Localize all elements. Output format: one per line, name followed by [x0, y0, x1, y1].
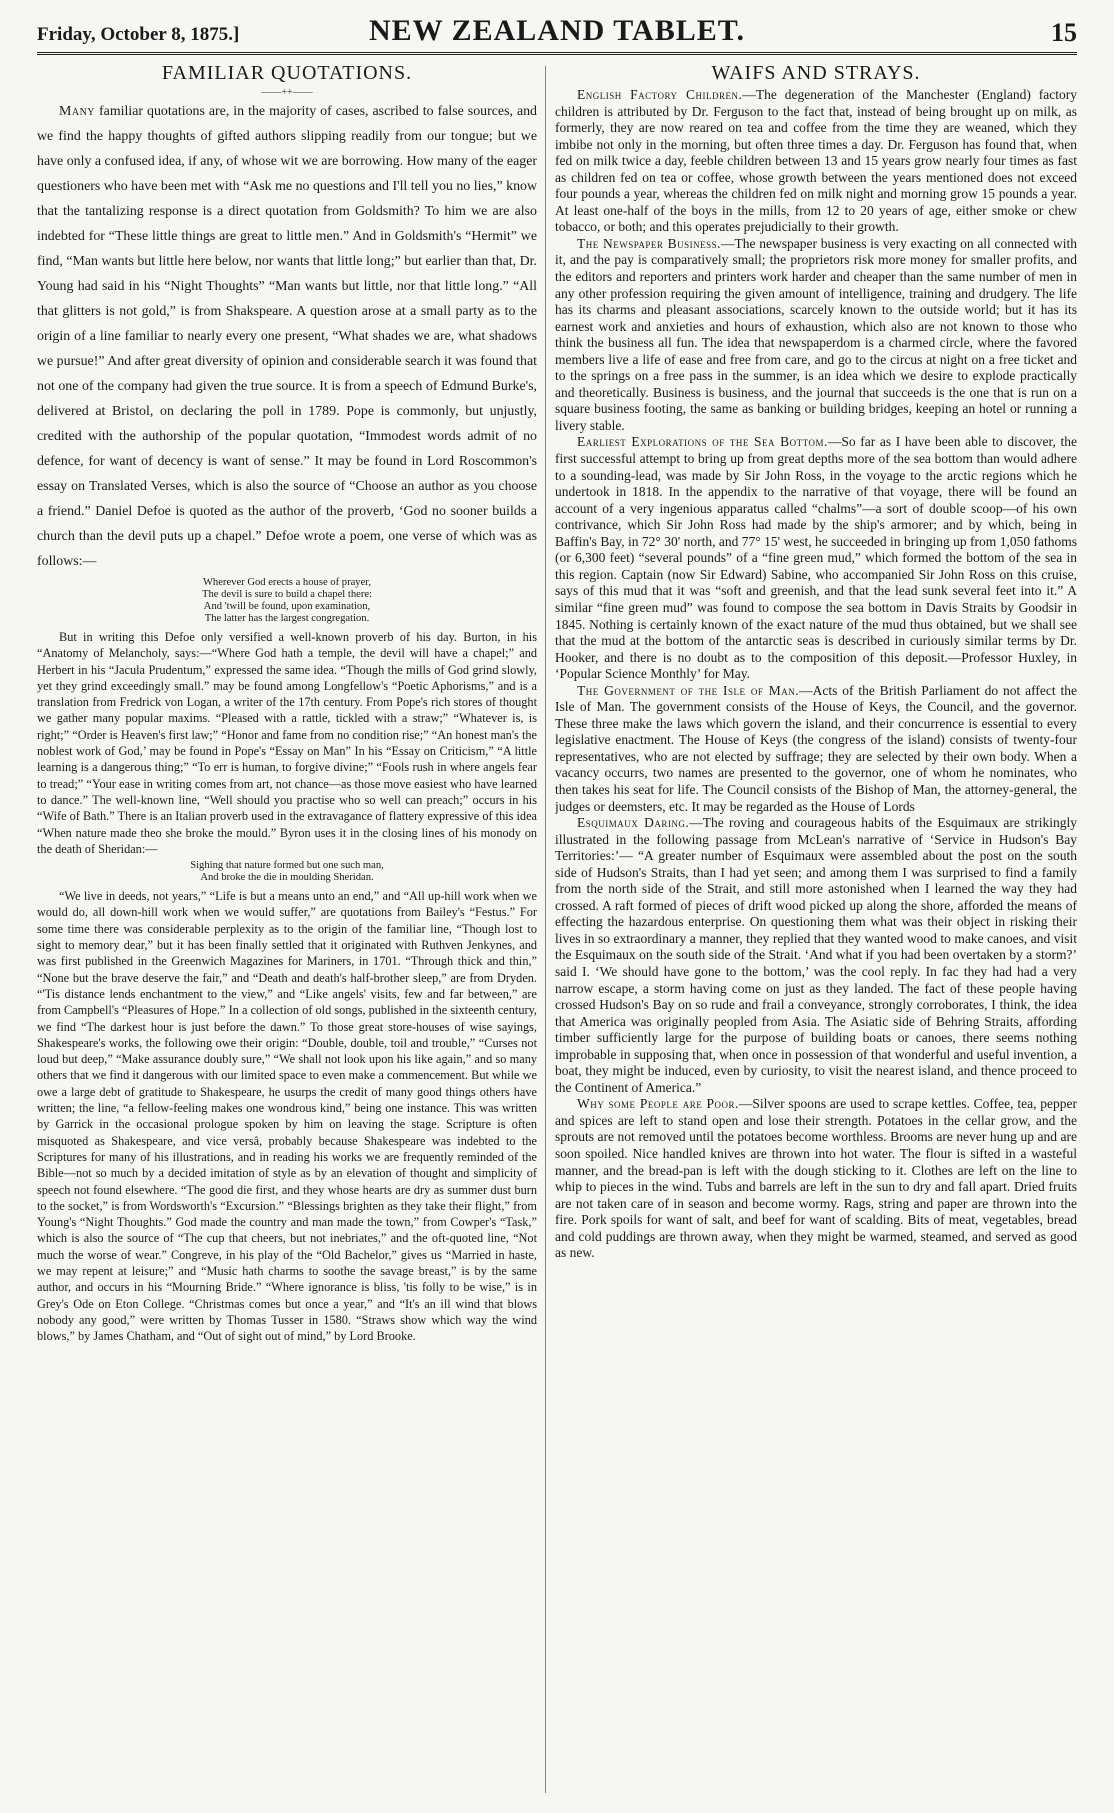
news-item: [555, 683, 1077, 815]
page-number: 15: [1051, 18, 1077, 47]
verse-line: The latter has the largest congregation.: [204, 613, 370, 624]
article-heading: FAMILIAR QUOTATIONS.: [161, 62, 413, 84]
verse-line: And broke the die in moulding Sheridan.: [200, 872, 374, 884]
verse-line: Sighing that nature formed but one such man,: [190, 860, 384, 872]
verse-line: Wherever God erects a house of prayer,: [202, 577, 372, 588]
item-text: —Acts of the British Parliament do not affect the Isle of Man. The government consists of the House of Keys, the Council, and the governor. These three make the laws which govern the island, and their concurrence is essential to every legislative enactment. The House of Keys (the congress of the island) consists of twenty-four representatives, who are not elected by suffrage; they are selected by their own body. When a vacancy occurrs, two names are presented to the governor, one of whom he nominates, who then takes his seat for life. The Council consists of the Bishop of Man, the attorney-general, the judges or deemsters, etc. It may be regarded as the House of Lords: [555, 682, 1077, 814]
news-item: [555, 434, 1077, 682]
byron-verse: [37, 860, 537, 884]
drop-word: Many: [59, 104, 96, 119]
item-title: The Newspaper Business.: [577, 235, 722, 251]
heading-ornament: ——++——: [261, 87, 313, 98]
item-text: —The degeneration of the Manchester (England) factory children is attributed by Dr. Ferguson to the fact that, instead of being brought up on milk, as formerly, they are now reared on tea and coffee from the time they are weaned, which they imbibe not only in the morning, but often three times a day. Dr. Ferguson has found that, when fed on milk twice a day, feeble children between 13 and 15 years grow nearly four times as fast as children fed on tea or coffee, whose growth between the years mentioned does not exceed four pounds a year, whereas the children fed on milk night and morning grow 15 pounds a year. At least one-half of the boys in the mills, from 12 to 20 years of age, either smoke or chew tobacco, or both; and this operates prejudicially to their growth.: [555, 87, 1077, 235]
newspaper-title: NEW ZEALAND TABLET.: [368, 14, 746, 47]
defoe-verse: [37, 577, 537, 625]
column-divider: [545, 66, 546, 1793]
masthead: [37, 10, 1077, 55]
item-title: The Government of the Isle of Man.: [577, 682, 800, 698]
item-title: Why some People are Poor.: [577, 1096, 739, 1112]
body-paragraph: “We live in deeds, not years,” “Life is but a means unto an end,” and “All up-hill work when we would do, all down-hill work when we would suffer,” are quotations from Bailey's “Festus.” For some time there was considerable perplexity as to the origin of the familiar line, “Though lost to sight to memory dear,” but it has been finally settled that it originated with Ruthven Jenkynes, and was first published in the Greenwich Magazines for Mariners, in 1701. “Through thick and thin,” “None but the brave deserve the fair,” and “Death and death's half-brother sleep,” are from Dryden. “'Tis distance lends enchantment to the view,” and “Like angels' visits, few and far between,” are from Campbell's “Pleasures of Hope.” In a collection of old songs, published in the sixteenth century, we find “The darkest hour is just before the dawn.” To those great store-houses of wise sayings, Shakespeare's works, the following owe their origin: “Double, double, toil and trouble,” “Curses not loud but deep,” “Make assurance doubly sure,” “We shall not look upon his like again,” and so many others that we find it dangerous with our limited space to even make a commencement. But while we owe a large debt of gratitude to Shakespeare, he usurps the credit of many good things others have written; the line, “a fellow-feeling makes one wondrous kind,” being one instance. This was written by Garrick in the occasional prologue spoken by him on leaving the stage. Scripture is often misquoted as Shakespeare, and vice versâ, probably because Shakespeare was indebted to the Scriptures for many of his illustrations, and in reading his works we are frequently reminded of the Bible—not so much by a decided imitation of style as by an elevation of thought and simplicity of speech not found elsewhere. “The good die first, and they whose hearts are dry as summer dust burn to the socket,” is from Wordsworth's “Excursion.” “Blessings brighten as they take their flight,” from Young's “Night Thoughts.” God made the country and man made the town,” from Cowper's “Task,” which is also the source of “The cup that cheers, but not inebriates,” and the oft-quoted line, “Not much the worse of wear.” Congreve, in his play of the “Old Bachelor,” gives us “Married in haste, we may repent at leisure;” and “Music hath charms to soothe the savage breast,” is by the same author, and occurs in his “Mourning Bride.” “Where ignorance is bliss, 'tis folly to be wise,” is in Grey's Ode on Eton College. “Christmas comes but once a year,” and “It's an ill wind that blows nobody any good,” were written by Thomas Tusser in 1580. “Straws show which way the wind blows,” by James Chatham, and “Out of sight out of mind,” by Lord Brooke.: [37, 889, 537, 1344]
issue-date: Friday, October 8, 1875.]: [37, 24, 240, 45]
item-text: —Silver spoons are used to scrape kettles. Coffee, tea, pepper and spices are left to stand open and lose their strength. Potatoes in the cellar grow, and the sprouts are not removed until the potatoes become worthless. Brooms are never hung up and are soon spoiled. Nice handled knives are thrown into hot water. The flour is sifted in a wasteful manner, and the bread-pan is left with the dough sticking to it. Clothes are left on the line to whip to pieces in the wind. Tubs and barrels are left in the sun to dry and fall apart. Dried fruits are not taken care of in season and become wormy. Rags, string and paper are thrown into the fire. Pork spoils for want of salt, and beef for want of scalding. Bits of meat, vegetables, bread and cold puddings are thrown away, when they might be warmed, steamed, and served as good as new.: [555, 1096, 1077, 1261]
intro-text: familiar quotations are, in the majority of cases, ascribed to false sources, and we find the happy thoughts of gifted authors slipping readily from our tongue; but we have only a confused idea, if any, of whose wit we are borrowing. How many of the eager questioners who have been met with “Ask me no questions and I'll tell you no lies,” know that the tantalizing response is a direct quotation from Goldsmith? To him we are also indebted for “These little things are great to little men.” And in Goldsmith's “Hermit” we find, “Man wants but little here below, nor wants that little long;” but earlier than that, Dr. Young had said in his “Night Thoughts” “Man wants but little, nor that little long.” “All that glitters is not gold,” is from Shakspeare. A question arose at a small party as to the origin of a line familiar to nearly every one present, “What shades we are, what shadows we pursue!” And after great diversity of opinion and considerable search it was found that not one of the company had given the true source. It is from a speech of Edmund Burke's, delivered at Bristol, on declaring the poll in 1789. Pope is commonly, but unjustly, credited with the authorship of the popular quotation, “Immodest words admit of no defence, for want of decency is want of sense.” It may be found in Lord Roscommon's essay on Translated Verses, which is also the source of “Choose an author as you choose a friend.” Daniel Defoe is quoted as the author of the proverb, ‘God no sooner builds a church than the devil puts up a chapel.” Defoe wrote a poem, one verse of which was as follows:—: [37, 104, 537, 569]
waifs-and-strays-column: [555, 62, 1077, 1801]
verse-line: The devil is sure to build a chapel there:: [201, 589, 373, 600]
section-heading: WAIFS AND STRAYS.: [711, 62, 921, 84]
familiar-quotations-column: [37, 62, 537, 1801]
news-item: [555, 1096, 1077, 1261]
intro-paragraph: [37, 99, 537, 574]
item-title: Earliest Explorations of the Sea Bottom.: [577, 434, 828, 450]
item-title: Esquimaux Daring.: [577, 815, 690, 831]
news-item: [555, 815, 1077, 1096]
verse-line: And 'twill be found, upon examination,: [203, 601, 371, 612]
item-title: English Factory Children.: [577, 87, 743, 102]
item-text: —So far as I have been able to discover, the first successful attempt to bring up from great depths more of the sea bottom than would adhere to a sounding-lead, was made by Sir John Ross, in the voyage to the arctic regions which he undertook in 1818. In the appendix to the narrative of that voyage, there will be found an account of a very ingenious apparatus called “chalms”—a sort of double scoop—of his own contrivance, which Sir John Ross had made by the ship's armorer; and by which, being in Baffin's Bay, in 72° 30' north, and 77° 15' west, he succeeded in bringing up from 1,050 fathoms (or 6,300 feet) “several pounds” of a “fine green mud,” which formed the bottom of the sea in this region. Captain (now Sir Edward) Sabine, who accompanied Sir John Ross on this cruise, says of this mud that it was “soft and greenish, and that the lead sunk several feet into it.” A similar “fine green mud” was found to compose the sea bottom in Davis Straits by Goodsir in 1845. Nothing is certainly known of the exact nature of the mud thus obtained, but we shall see that the mud at the bottom of the antarctic seas is described in curiously similar terms by Dr. Hooker, and there is no doubt as to the composition of this deposit.—Professor Huxley, in ‘Popular Science Monthly’ for May.: [555, 434, 1077, 682]
news-item: [555, 87, 1077, 236]
item-text: —The roving and courageous habits of the Esquimaux are strikingly illustrated in the following passage from McLean's narrative of ‘Service in Hudson's Bay Territories:’— “A greater number of Esquimaux were assembled about the post on the south side of Hudson's Straits, than I had yet seen; and among them I was surprised to find a family from the north side of the Strait, and still more astonished when I learned the way they had crossed. A raft formed of pieces of drift wood picked up along the shore, afforded the means of effecting the hazardous enterprise. On questioning them what was their object in risking their lives in so extraordinary a manner, they replied that they wanted wood to make canoes, and visit the Esquimaux on the south side of the Strait. ‘And what if you had been overtaken by a storm?’ said I. ‘We should have gone to the bottom,’ was the cool reply. In fac they had had a very narrow escape, a storm having come on just as they landed. The fact of these people having crossed Hudson's Bay on so rude and frail a conveyance, strongly corroborates, I think, the idea that America was originally peopled from Asia. The Asiatic side of Behring Straits, affording timber sufficiently large for the purpose of building boats or canoes, there seems nothing improbable in supposing that, when once in possession of that wonderful and useful invention, a boat, they might be induced, even by curiosity, to visit the nearest island, and thence proceed to the Continent of America.”: [555, 815, 1077, 1095]
body-paragraph: But in writing this Defoe only versified a well-known proverb of his day. Burton, in his “Anatomy of Melancholy, says:—“Where God hath a temple, the devil will have a chapel;” and Herbert in his “Jacula Prudentum,” expressed the same idea. “Though the mills of God grind slowly, yet they grind exceedingly small.” may be found among Longfellow's “Poetic Aphorisms,” and is a translation from Fredrick von Logan, a writer of the 17th century. From Pope's rich stores of thought we gather many popular maxims. “Pleased with a rattle, tickled with a straw;” “Whatever is, is right;” “Order is Heaven's first law;” “Honor and fame from no condition rise;” “An honest man's the noblest work of God,’ may be found in Pope's “Essay on Man” In his “Essay on Criticism,” “A little learning is a dangerous thing;” “To err is human, to forgive divine;” “Fools rush in where angels fear to tread;” “Your ease in writing comes from art, not chance—as those move easiest who have learned to dance.” The well-known line, “Well should you practise who so well can preach;” occurs in his “Wife of Bath.” There is an Italian proverb used in the extravagance of flattery expressive of this idea “When nature made theo she broke the mould.” Byron uses it in the closing lines of his monody on the death of Sheridan:—: [37, 630, 537, 856]
news-item: [555, 236, 1077, 435]
item-text: —The newspaper business is very exacting on all connected with it, and the pay is comparatively small; the proprietors risk more money for smaller profits, and the editors and reporters and printers work harder and cheaper than the same number of men in any other profession requiring the given amount of intelligence, training and drudgery. The life has its charms and pleasant associations, scarcely known to the outside world; but it has its earnest work and anxieties and hours of exhaustion, which also are not known to those who think the business all fun. The idea that newspaperdom is a charmed circle, where the favored members live a life of ease and free from care, and go to the circus at night on a free ticket and to the springs on a free pass in the summer, is an idea which we desire to explode practically and theoretically. Business is business, and the journal that succeeds is the one that is run on a square business footing, the same as banking or building bridges, keeping an hotel or running a livery stable.: [555, 235, 1077, 433]
